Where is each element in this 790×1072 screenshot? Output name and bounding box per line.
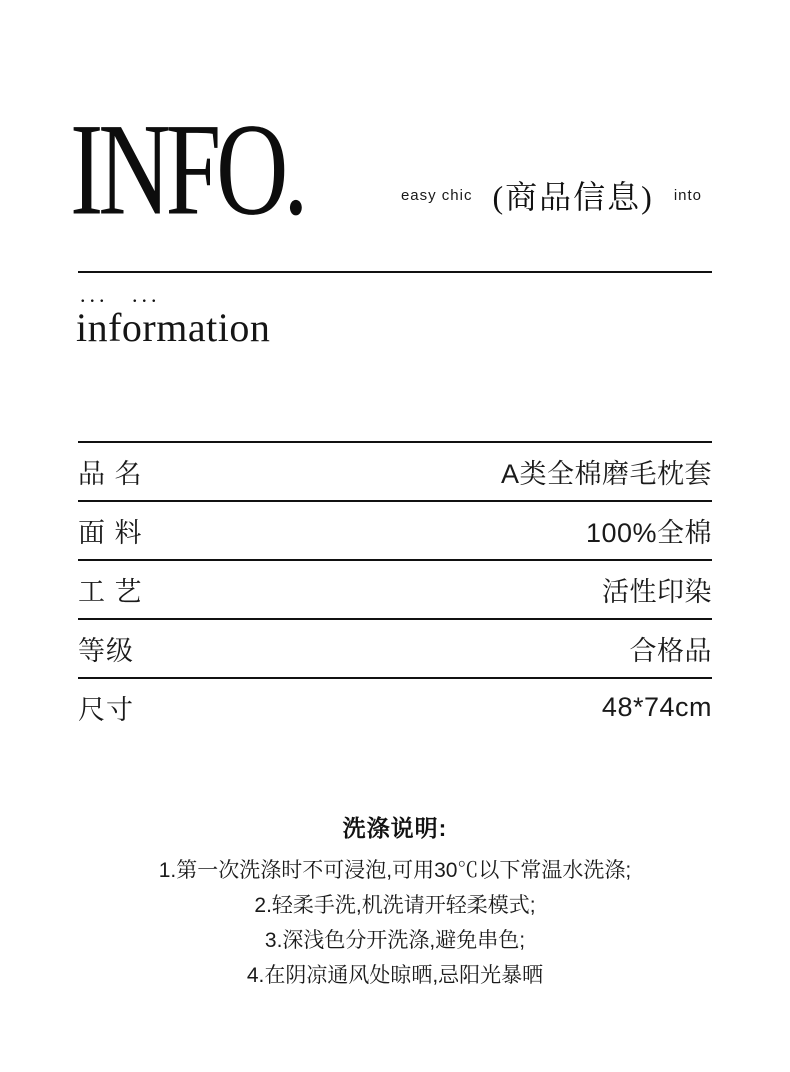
table-row-size xyxy=(78,677,712,736)
row-value: 活性印染 xyxy=(602,577,712,607)
information-label: information xyxy=(76,305,271,350)
row-label: 等级 xyxy=(78,636,134,666)
info-logo: INFO. xyxy=(70,96,304,243)
row-value: 48*74cm xyxy=(601,692,712,722)
table-row-craft xyxy=(78,559,712,618)
washing-instruction-line: 2.轻柔手洗,机洗请开轻柔模式; xyxy=(254,894,536,917)
washing-instruction-line: 3.深浅色分开洗涤,避免串色; xyxy=(264,929,526,952)
row-label: 尺寸 xyxy=(78,695,134,725)
tagline-easy-chic: easy chic xyxy=(400,186,473,204)
row-value: 100%全棉 xyxy=(585,518,712,548)
header-divider-line xyxy=(78,271,712,273)
tagline-into: into xyxy=(673,186,702,204)
washing-instructions-heading: 洗涤说明: xyxy=(342,815,448,841)
ornament-dots: ... ... xyxy=(80,282,161,307)
row-value: A类全棉磨毛枕套 xyxy=(500,459,712,489)
table-row-grade xyxy=(78,618,712,677)
product-info-title: (商品信息) xyxy=(492,179,654,215)
table-row-product-name xyxy=(78,441,712,500)
row-value: 合格品 xyxy=(629,636,712,666)
header-right-group xyxy=(401,172,702,218)
row-label: 面 料 xyxy=(78,518,143,548)
washing-instructions xyxy=(0,810,790,993)
row-label: 工 艺 xyxy=(78,577,143,607)
washing-instruction-line: 4.在阴凉通风处晾晒,忌阳光暴晒 xyxy=(246,964,544,987)
row-label: 品 名 xyxy=(78,459,143,489)
table-row-fabric xyxy=(78,500,712,559)
spec-table xyxy=(78,441,712,736)
washing-instruction-line: 1.第一次洗涤时不可浸泡,可用30℃以下常温水洗涤; xyxy=(158,859,632,882)
